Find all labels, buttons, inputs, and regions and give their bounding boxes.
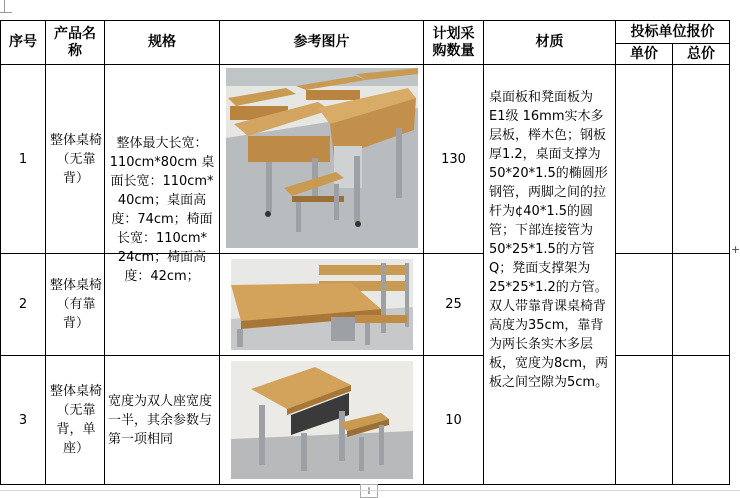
header-spec: 规格 — [148, 34, 176, 50]
corner-crop-mark-top-left-h — [0, 12, 12, 13]
corner-crop-mark-top-left — [4, 0, 5, 12]
row-2-seq: 2 — [18, 297, 28, 312]
material-text: 桌面板和凳面板为E1级 16mm实木多层板，榉木色；钢板厚1.2，桌面支撑为50*20*1.5的椭圆形钢管，两脚之间的拉杆为¢40*1.5的圆管；下部连接管为50*25*1.5的方管Q；凳面支撑架为25*25*1.2的方管。双人带靠背课桌椅背高度为35cm，靠背为两长条实木多层板，宽度为8cm，两板之间空隙为5cm。 — [489, 90, 609, 390]
header-unit-price: 单价 — [630, 45, 658, 62]
row-2-unit-price-cell[interactable] — [616, 254, 672, 355]
row-3-quantity: 10 — [445, 412, 462, 428]
row-1-quantity: 130 — [441, 151, 466, 167]
row-2-product-name: 整体桌椅（有靠背） — [50, 278, 103, 331]
row-2-total-price-cell[interactable] — [673, 254, 729, 355]
header-seq: 序号 — [9, 34, 37, 50]
row-1-reference-photo — [226, 68, 418, 248]
row-3-unit-price-cell[interactable] — [616, 356, 672, 484]
double-desk-no-backrest-image — [226, 68, 418, 248]
row-3-product-name: 整体桌椅（无靠背，单座） — [50, 384, 103, 456]
double-desk-with-backrest-image — [231, 259, 413, 350]
bottom-ruler-line — [0, 490, 740, 491]
row-2-quantity: 25 — [445, 297, 462, 312]
row-1-unit-price-cell[interactable] — [616, 65, 672, 253]
row-3-total-price-cell[interactable] — [673, 356, 729, 484]
shared-spec: 整体最大长宽：110cm*80cm 桌面长宽：110cm* 40cm；桌面高度：74cm；椅面长宽：110cm* 24cm；椅面高度：42cm； — [109, 136, 215, 284]
header-material: 材质 — [535, 34, 564, 50]
header-bid-quote: 投标单位报价 — [630, 23, 715, 40]
header-reference-image: 参考图片 — [293, 34, 350, 50]
header-total-price: 总价 — [687, 45, 715, 62]
row-1-product-name: 整体桌椅（无靠背） — [50, 132, 103, 186]
row-3-seq: 3 — [18, 412, 28, 428]
single-desk-no-backrest-image — [231, 361, 413, 479]
header-planned-quantity: 计划采购数量 — [432, 25, 475, 59]
row-3-spec: 宽度为双人座宽度一半，其余参数与第一项相同 — [108, 393, 213, 447]
add-column-handle[interactable]: + — [731, 243, 740, 256]
header-product-name: 产品名称 — [54, 25, 96, 59]
row-3-reference-photo — [231, 361, 413, 479]
row-1-seq: 1 — [18, 151, 28, 167]
row-2-reference-photo — [231, 259, 413, 350]
row-1-total-price-cell[interactable] — [673, 65, 729, 253]
material-description — [489, 88, 609, 468]
